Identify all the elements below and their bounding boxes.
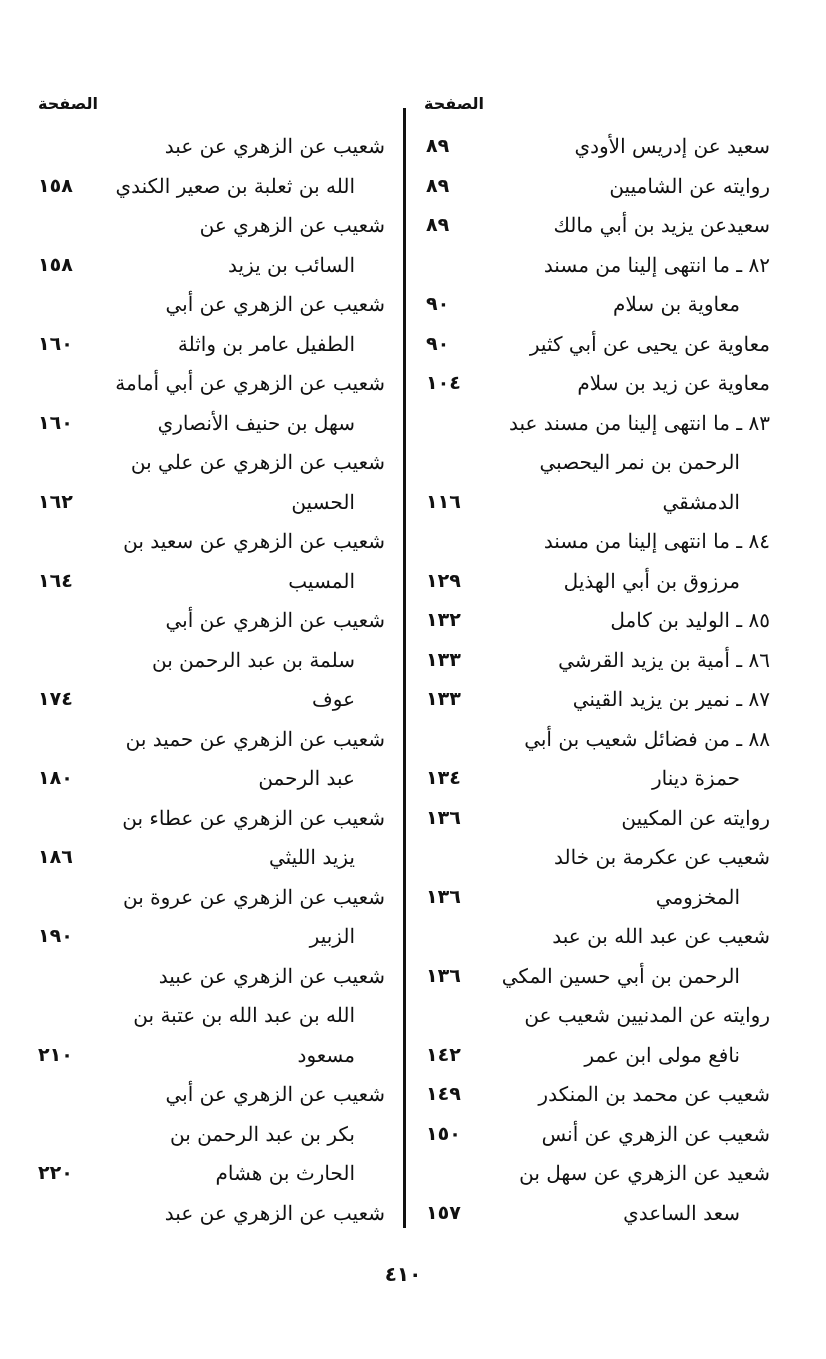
- entry-title: روايته عن الشاميين: [609, 173, 770, 198]
- index-entry: [420, 522, 780, 562]
- entry-page-number: ١١٦: [426, 490, 461, 513]
- entry-page-number: ٨٩: [426, 135, 450, 157]
- entry-title: شعيب عن الزهري عن عبد: [164, 1200, 385, 1225]
- entry-page-number: ١٦٢: [38, 490, 73, 513]
- index-entry: [30, 720, 385, 760]
- index-entry: [30, 1115, 385, 1155]
- index-entry: [420, 1115, 780, 1155]
- index-entry: [30, 917, 385, 957]
- entry-page-number: ١٧٤: [38, 688, 73, 710]
- index-entry: [30, 641, 385, 681]
- index-entry: [30, 443, 385, 483]
- page-number: ٤١٠: [384, 1262, 422, 1286]
- entry-title: الدمشقي: [662, 489, 740, 514]
- index-entry: [420, 246, 780, 286]
- entry-title: شعيب عن عبد الله بن عبد: [552, 924, 770, 948]
- entry-page-number: ١٥٧: [426, 1201, 461, 1224]
- index-entry: [30, 483, 385, 523]
- index-entry: [30, 799, 385, 839]
- index-entry: [420, 443, 780, 483]
- entry-title: عبد الرحمن: [258, 766, 355, 790]
- entry-title: شعيب عن الزهري عن أبي أمامة: [115, 371, 385, 395]
- index-entry: [30, 996, 385, 1036]
- index-entry: [30, 1194, 385, 1234]
- entry-title: يزيد الليثي: [268, 845, 355, 869]
- index-entry: [420, 878, 780, 918]
- entry-title: ٨٦ ـ أمية بن يزيد القرشي: [558, 647, 770, 672]
- entry-page-number: ١٤٩: [426, 1083, 461, 1105]
- index-entry: [420, 996, 780, 1036]
- left-column-header: الصفحة: [38, 94, 99, 113]
- index-entry: [30, 206, 385, 246]
- entry-title: شعيب عن الزهري عن أبي: [165, 1082, 385, 1106]
- entry-page-number: ١٦٠: [38, 411, 73, 434]
- entry-page-number: ١٣٣: [426, 688, 461, 710]
- entry-title: مسعود: [297, 1042, 355, 1067]
- index-entry: [420, 1036, 780, 1076]
- index-entry: [420, 167, 780, 207]
- entry-title: شعيب عن الزهري عن عبد: [164, 134, 385, 158]
- index-entry: [30, 404, 385, 444]
- index-entry: [30, 1036, 385, 1076]
- index-entry: [30, 364, 385, 404]
- entry-title: الطفيل عامر بن واثلة: [177, 331, 355, 356]
- entry-page-number: ٢٢٠: [38, 1162, 73, 1184]
- index-entry: [30, 838, 385, 878]
- entry-title: الرحمن بن أبي حسين المكي: [501, 963, 740, 988]
- index-entry: [420, 720, 780, 760]
- index-entry: [420, 799, 780, 839]
- column-divider: [403, 108, 406, 1228]
- entry-title: شعيب عن الزهري عن علي بن: [130, 450, 385, 474]
- entry-title: الله بن ثعلبة بن صعير الكندي: [115, 173, 355, 198]
- entry-title: الزبير: [309, 924, 355, 948]
- entry-title: سعيدعن يزيد بن أبي مالك: [553, 213, 770, 237]
- entry-page-number: ١٨٠: [38, 767, 73, 789]
- right-index-column: [420, 127, 780, 1233]
- entry-title: روايته عن المدنيين شعيب عن: [524, 1003, 770, 1027]
- index-entry: [420, 1154, 780, 1194]
- index-entry: [30, 167, 385, 207]
- entry-page-number: ٩٠: [426, 293, 450, 315]
- entry-page-number: ١٩٠: [38, 925, 73, 947]
- index-entry: [30, 246, 385, 286]
- entry-title: الرحمن بن نمر اليحصبي: [539, 450, 740, 474]
- index-entry: [30, 127, 385, 167]
- entry-title: ٨٤ ـ ما انتهى إلينا من مسند: [543, 529, 770, 553]
- entry-title: المسيب: [288, 568, 355, 593]
- entry-title: شعيب عن الزهري عن عطاء بن: [122, 805, 385, 830]
- entry-title: عوف: [312, 687, 355, 711]
- index-entry: [420, 483, 780, 523]
- index-entry: [420, 404, 780, 444]
- index-entry: [420, 838, 780, 878]
- index-entry: [420, 1075, 780, 1115]
- entry-page-number: ٢١٠: [38, 1043, 73, 1066]
- entry-title: سعيد عن إدريس الأودي: [574, 134, 770, 158]
- entry-page-number: ٨٩: [426, 174, 450, 197]
- entry-page-number: ١٣٦: [426, 885, 461, 908]
- index-entry: [420, 680, 780, 720]
- entry-page-number: ١٤٢: [426, 1043, 461, 1066]
- entry-title: شعيب عن الزهري عن سعيد بن: [123, 529, 385, 553]
- entry-title: السائب بن يزيد: [228, 252, 355, 277]
- index-entry: [420, 957, 780, 997]
- index-entry: [30, 680, 385, 720]
- index-entry: [420, 1194, 780, 1234]
- entry-page-number: ١٦٠: [38, 332, 73, 355]
- entry-page-number: ١٣٣: [426, 648, 461, 671]
- entry-title: ٨٢ ـ ما انتهى إلينا من مسند: [543, 252, 770, 277]
- entry-title: نافع مولى ابن عمر: [584, 1042, 740, 1067]
- entry-page-number: ١٥٨: [38, 253, 73, 276]
- entry-title: الله بن عبد الله بن عتبة بن: [133, 1003, 355, 1027]
- entry-page-number: ١٦٤: [38, 569, 73, 592]
- entry-title: شعيب عن الزهري عن حميد بن: [125, 726, 385, 751]
- index-entry: [420, 325, 780, 365]
- entry-title: شعيب عن الزهري عن أبي: [165, 608, 385, 632]
- entry-page-number: ٩٠: [426, 332, 450, 355]
- index-entry: [30, 878, 385, 918]
- entry-title: سعد الساعدي: [623, 1200, 740, 1225]
- index-entry: [420, 127, 780, 167]
- entry-title: معاوية عن زيد بن سلام: [577, 371, 770, 395]
- index-entry: [30, 562, 385, 602]
- entry-page-number: ١٢٩: [426, 569, 461, 592]
- entry-title: ٨٨ ـ من فضائل شعيب بن أبي: [524, 726, 770, 751]
- left-index-column: [30, 127, 385, 1233]
- entry-page-number: ١٣٤: [426, 767, 461, 789]
- entry-page-number: ١٥٨: [38, 174, 73, 197]
- entry-title: شعيب عن الزهري عن: [199, 213, 385, 237]
- entry-title: سهل بن حنيف الأنصاري: [157, 410, 355, 435]
- entry-page-number: ١٣٦: [426, 964, 461, 987]
- entry-page-number: ١٣٢: [426, 609, 461, 631]
- entry-title: شعيب عن الزهري عن عبيد: [158, 963, 385, 988]
- right-column-header: الصفحة: [424, 94, 485, 113]
- index-entry: [30, 759, 385, 799]
- entry-title: شعيب عن الزهري عن عروة بن: [122, 884, 385, 909]
- entry-title: الحسين: [291, 489, 355, 514]
- entry-page-number: ٨٩: [426, 214, 450, 236]
- entry-page-number: ١٨٦: [38, 846, 73, 868]
- entry-title: الحارث بن هشام: [215, 1161, 355, 1185]
- index-entry: [30, 325, 385, 365]
- index-entry: [30, 1154, 385, 1194]
- entry-title: مرزوق بن أبي الهذيل: [563, 568, 740, 593]
- index-entry: [420, 364, 780, 404]
- entry-title: ٨٣ ـ ما انتهى إلينا من مسند عبد: [508, 410, 770, 435]
- entry-title: المخزومي: [655, 884, 740, 909]
- entry-page-number: ١٣٦: [426, 806, 461, 829]
- index-entry: [420, 641, 780, 681]
- entry-page-number: ١٠٤: [426, 372, 461, 394]
- index-entry: [420, 285, 780, 325]
- entry-title: حمزة دينار: [651, 766, 740, 790]
- entry-title: ٨٥ ـ الوليد بن كامل: [610, 608, 770, 632]
- index-entry: [30, 522, 385, 562]
- entry-title: شعيب عن الزهري عن أنس: [541, 1121, 770, 1146]
- entry-title: بكر بن عبد الرحمن بن: [170, 1121, 355, 1146]
- entry-title: معاوية بن سلام: [613, 292, 740, 316]
- index-entry: [30, 285, 385, 325]
- entry-title: معاوية عن يحيى عن أبي كثير: [529, 331, 770, 356]
- entry-title: ٨٧ ـ نمير بن يزيد القيني: [572, 687, 770, 711]
- index-entry: [30, 957, 385, 997]
- index-entry: [420, 206, 780, 246]
- index-entry: [420, 759, 780, 799]
- entry-title: شعيب عن عكرمة بن خالد: [554, 845, 770, 869]
- index-entry: [420, 562, 780, 602]
- index-entry: [30, 1075, 385, 1115]
- index-entry: [420, 601, 780, 641]
- index-entry: [420, 917, 780, 957]
- entry-page-number: ١٥٠: [426, 1122, 461, 1145]
- entry-title: سلمة بن عبد الرحمن بن: [152, 647, 355, 672]
- index-entry: [30, 601, 385, 641]
- entry-title: روايته عن المكيين: [621, 805, 770, 830]
- entry-title: شعيد عن الزهري عن سهل بن: [519, 1161, 770, 1185]
- entry-title: شعيب عن محمد بن المنكدر: [538, 1082, 770, 1106]
- entry-title: شعيب عن الزهري عن أبي: [165, 292, 385, 316]
